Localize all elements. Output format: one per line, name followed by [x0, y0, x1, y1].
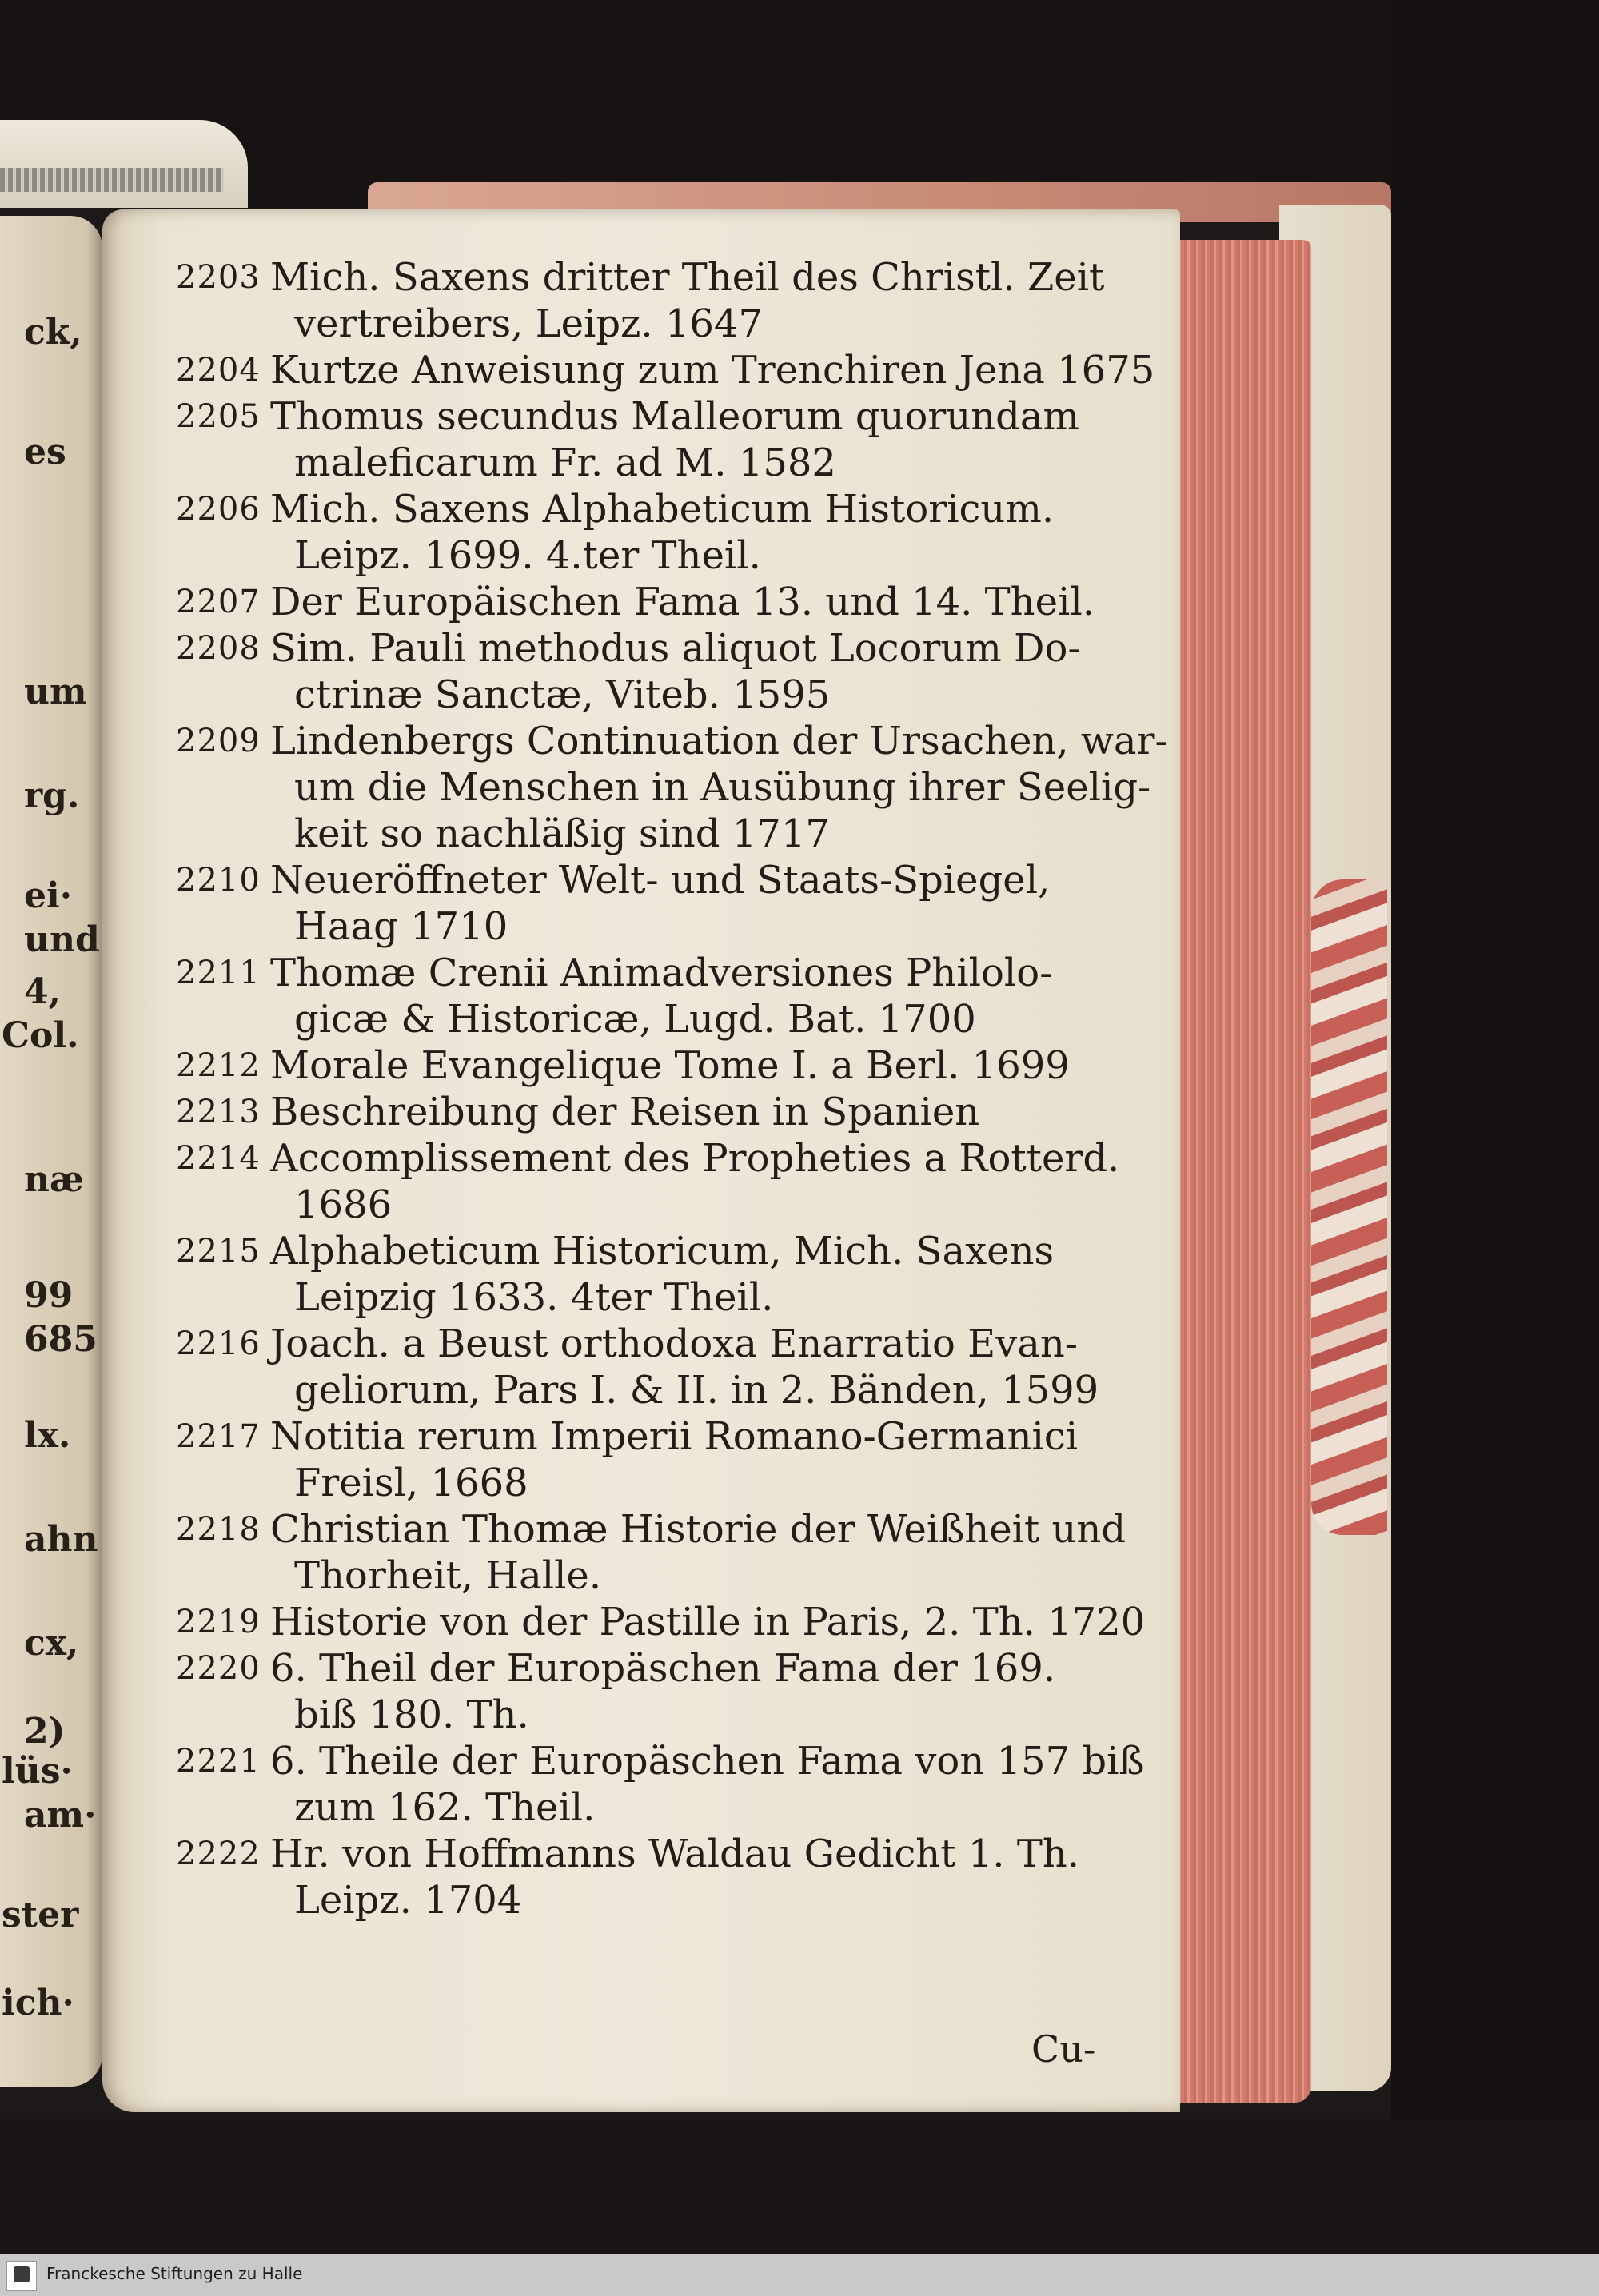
entry-line: keit so nachläßig sind 1717 [294, 811, 830, 856]
entry-number: 2203 [176, 259, 261, 296]
entry-line: Accomplissement des Propheties a Rotterd. [270, 1136, 1120, 1181]
catalogue-entry [176, 347, 1155, 393]
entry-number: 2209 [176, 723, 261, 759]
catalogue-entry [176, 1831, 1111, 1923]
entry-number: 2218 [176, 1511, 261, 1548]
entry-number: 2216 [176, 1325, 261, 1362]
left-page-fragment: cx, [24, 1623, 79, 1664]
entry-line: Historie von der Pastille in Paris, 2. Th. 1720 [270, 1600, 1146, 1644]
entry-line: Freisl, 1668 [294, 1461, 528, 1505]
left-page-fragment: am· [24, 1795, 97, 1836]
entry-line: Mich. Saxens dritter Theil des Christl. Zeit [270, 255, 1105, 300]
red-fore-edge [1175, 240, 1311, 2103]
catalogue-entry [176, 1042, 1111, 1089]
entry-line: Beschreibung der Reisen in Spanien [270, 1090, 980, 1134]
left-page-fragment: lx. [24, 1415, 71, 1456]
left-page-fragment: ei· [24, 875, 73, 916]
entry-number: 2221 [176, 1743, 261, 1780]
left-page-fragment: 685 [24, 1319, 98, 1360]
left-page [0, 216, 102, 2087]
entry-number: 2215 [176, 1233, 261, 1270]
catalogue-entry [176, 1645, 1111, 1738]
entry-line: Leipz. 1699. 4.ter Theil. [294, 533, 761, 578]
left-page-fragment: næ [24, 1159, 84, 1200]
left-page-fragment: und [24, 919, 100, 960]
entry-line: Joach. a Beust orthodoxa Enarratio Evan- [270, 1321, 1079, 1366]
entry-number: 2211 [176, 955, 261, 991]
left-page-fragment: es [24, 432, 66, 472]
entry-number: 2207 [176, 584, 261, 620]
entry-line: 6. Theile der Europäschen Fama von 157 biß [270, 1739, 1145, 1784]
footer-institution: Franckesche Stiftungen zu Halle [46, 2264, 303, 2283]
entry-number: 2205 [176, 398, 261, 435]
entry-number: 2213 [176, 1094, 261, 1130]
left-page-fragment: 99 [24, 1275, 74, 1316]
catalogue-entry [176, 579, 1111, 625]
background-right [1391, 0, 1599, 2254]
entry-number: 2220 [176, 1650, 261, 1687]
left-page-fragment: rg. [24, 775, 80, 816]
entry-number: 2219 [176, 1604, 261, 1640]
entry-number: 2222 [176, 1836, 261, 1872]
entry-line: Notitia rerum Imperii Romano-Germanici [270, 1414, 1079, 1459]
entry-line: Morale Evangelique Tome I. a Berl. 1699 [270, 1043, 1070, 1088]
catalogue-entry [176, 950, 1111, 1042]
left-page-fragment: 2) [24, 1711, 66, 1752]
entry-line: Hr. von Hoffmanns Waldau Gedicht 1. Th. [270, 1832, 1080, 1876]
entry-line: 6. Theil der Europäschen Fama der 169. [270, 1646, 1056, 1691]
entry-line: Haag 1710 [294, 904, 508, 949]
left-page-fragment: ster [2, 1895, 79, 1935]
entry-line: Sim. Pauli methodus aliquot Locorum Do- [270, 626, 1081, 671]
catalogue-entry [176, 1228, 1111, 1321]
left-page-fragment: um [24, 672, 87, 712]
book-binding [0, 120, 248, 208]
catalogue-entry [176, 1135, 1120, 1228]
institution-logo-icon [6, 2261, 37, 2291]
entry-line: geliorum, Pars I. & II. in 2. Bänden, 1599 [294, 1368, 1099, 1413]
entry-line: 1686 [294, 1182, 393, 1227]
left-page-fragment: lüs· [2, 1751, 73, 1792]
catalogue-entry [176, 1321, 1111, 1413]
entry-line: Neueröffneter Welt- und Staats-Spiegel, [270, 858, 1051, 903]
catalogue-entry [176, 1413, 1111, 1506]
catalogue-entry [176, 857, 1111, 950]
entry-line: Thomus secundus Malleorum quorundam [270, 394, 1080, 439]
catchword: Cu- [1031, 2027, 1096, 2071]
entry-line: Leipzig 1633. 4ter Theil. [294, 1275, 774, 1320]
catalogue-entry [176, 393, 1111, 486]
left-page-fragment: ck, [24, 312, 82, 353]
entry-line: biß 180. Th. [294, 1692, 529, 1737]
catalogue-entry [176, 486, 1111, 579]
entry-line: gicæ & Historicæ, Lugd. Bat. 1700 [294, 997, 976, 1042]
entry-line: Thomæ Crenii Animadversiones Philolo- [270, 951, 1053, 995]
catalogue-entry [176, 1506, 1126, 1599]
entry-line: Lindenbergs Continuation der Ursachen, war- [270, 719, 1168, 763]
catalogue-entry [176, 1599, 1146, 1645]
footer-bar [0, 2254, 1599, 2296]
entry-line: maleficarum Fr. ad M. 1582 [294, 440, 836, 485]
entry-number: 2208 [176, 630, 261, 667]
entry-number: 2210 [176, 862, 261, 899]
catalogue-entry [176, 718, 1168, 857]
catalogue-entry [176, 625, 1111, 718]
entry-number: 2212 [176, 1047, 261, 1084]
entry-line: Christian Thomæ Historie der Weißheit und [270, 1507, 1126, 1552]
marbled-endpaper [1311, 879, 1387, 1535]
left-page-fragment: 4, [24, 971, 61, 1012]
catalogue-entries [176, 254, 1168, 1923]
catalogue-entry [176, 1089, 1111, 1135]
left-page-fragment: ich· [2, 1983, 74, 2023]
entry-number: 2204 [176, 352, 261, 389]
entry-line: ctrinæ Sanctæ, Viteb. 1595 [294, 672, 831, 717]
entry-line: Kurtze Anweisung zum Trenchiren Jena 1675 [270, 348, 1155, 393]
entry-line: Mich. Saxens Alphabeticum Historicum. [270, 487, 1055, 532]
entry-line: zum 162. Theil. [294, 1785, 596, 1830]
entry-number: 2217 [176, 1418, 261, 1455]
entry-line: vertreibers, Leipz. 1647 [294, 301, 764, 346]
entry-number: 2206 [176, 491, 261, 528]
entry-number: 2214 [176, 1140, 261, 1177]
entry-line: Alphabeticum Historicum, Mich. Saxens [270, 1229, 1055, 1274]
entry-line: um die Menschen in Ausübung ihrer Seelig- [294, 765, 1151, 810]
entry-line: Der Europäischen Fama 13. und 14. Theil. [270, 580, 1095, 624]
catalogue-entry [176, 254, 1111, 347]
binding-stripe [0, 168, 224, 192]
entry-line: Thorheit, Halle. [294, 1553, 602, 1598]
left-page-fragment: ahn [24, 1519, 98, 1560]
left-page-fragment: Col. [2, 1015, 79, 1056]
catalogue-entry [176, 1738, 1145, 1831]
entry-line: Leipz. 1704 [294, 1878, 522, 1923]
